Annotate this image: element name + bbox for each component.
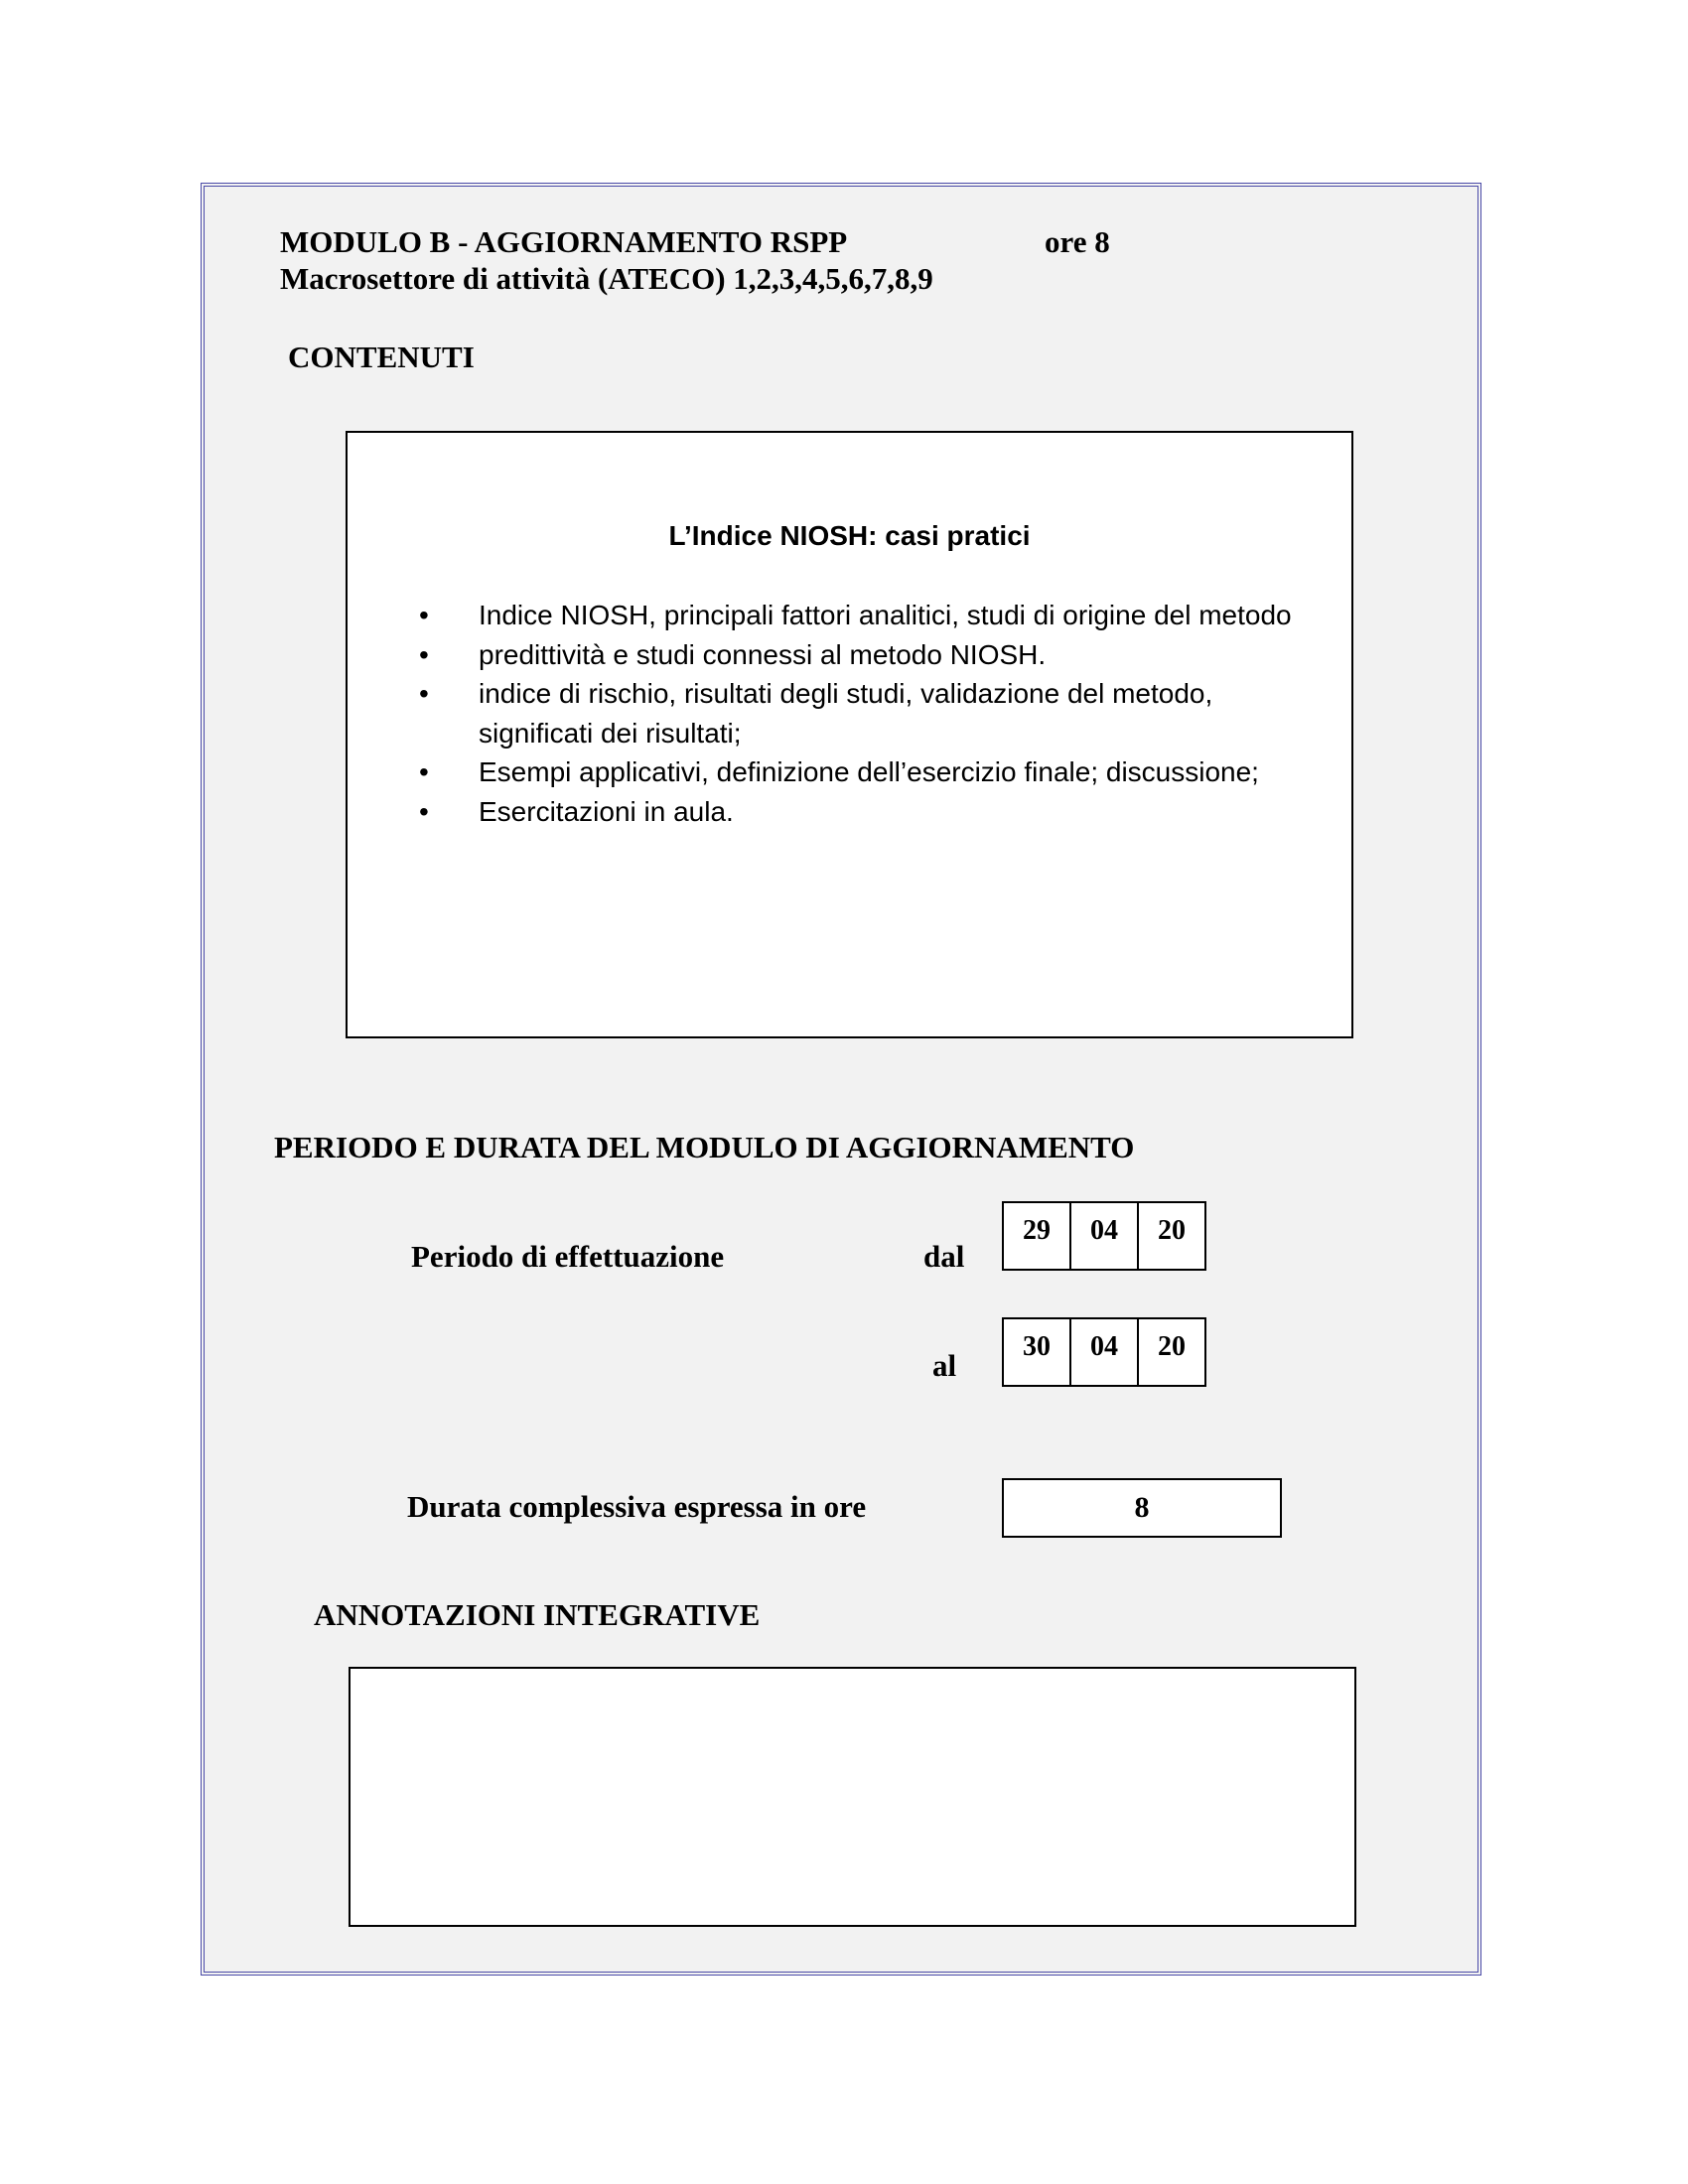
module-hours: ore 8 xyxy=(1045,224,1110,259)
duration-field[interactable]: 8 xyxy=(1002,1478,1282,1538)
to-label: al xyxy=(932,1348,957,1383)
to-day-cell[interactable]: 30 xyxy=(1002,1317,1071,1387)
list-item: • indice di rischio, risultati degli studi, validazione del metodo, significati dei risultati; xyxy=(419,674,1313,752)
notes-field[interactable] xyxy=(349,1667,1356,1927)
to-year-cell[interactable]: 20 xyxy=(1137,1317,1206,1387)
contents-heading: CONTENUTI xyxy=(288,340,475,374)
to-date-field xyxy=(1002,1317,1206,1387)
list-item: • Indice NIOSH, principali fattori analitici, studi di origine del metodo xyxy=(419,596,1313,635)
contents-box xyxy=(346,431,1353,1038)
from-date-field xyxy=(1002,1201,1206,1271)
list-item: • predittività e studi connessi al metodo NIOSH. xyxy=(419,635,1313,675)
module-title: MODULO B - AGGIORNAMENTO RSPP xyxy=(280,224,848,259)
from-day-cell[interactable]: 29 xyxy=(1002,1201,1071,1271)
contents-box-title: L’Indice NIOSH: casi pratici xyxy=(668,520,1031,551)
from-label: dal xyxy=(923,1239,965,1274)
to-month-cell[interactable]: 04 xyxy=(1069,1317,1139,1387)
notes-heading: ANNOTAZIONI INTEGRATIVE xyxy=(314,1597,761,1632)
period-heading: PERIODO E DURATA DEL MODULO DI AGGIORNAMENTO xyxy=(274,1130,1135,1164)
module-subtitle: Macrosettore di attività (ATECO) 1,2,3,4,5,6,7,8,9 xyxy=(280,261,933,296)
list-item: • Esercitazioni in aula. xyxy=(419,792,1313,832)
from-month-cell[interactable]: 04 xyxy=(1069,1201,1139,1271)
period-label: Periodo di effettuazione xyxy=(411,1239,725,1274)
list-item: • Esempi applicativi, definizione dell’esercizio finale; discussione; xyxy=(419,752,1313,792)
duration-label: Durata complessiva espressa in ore xyxy=(407,1489,867,1524)
from-year-cell[interactable]: 20 xyxy=(1137,1201,1206,1271)
contents-list xyxy=(419,596,1313,831)
